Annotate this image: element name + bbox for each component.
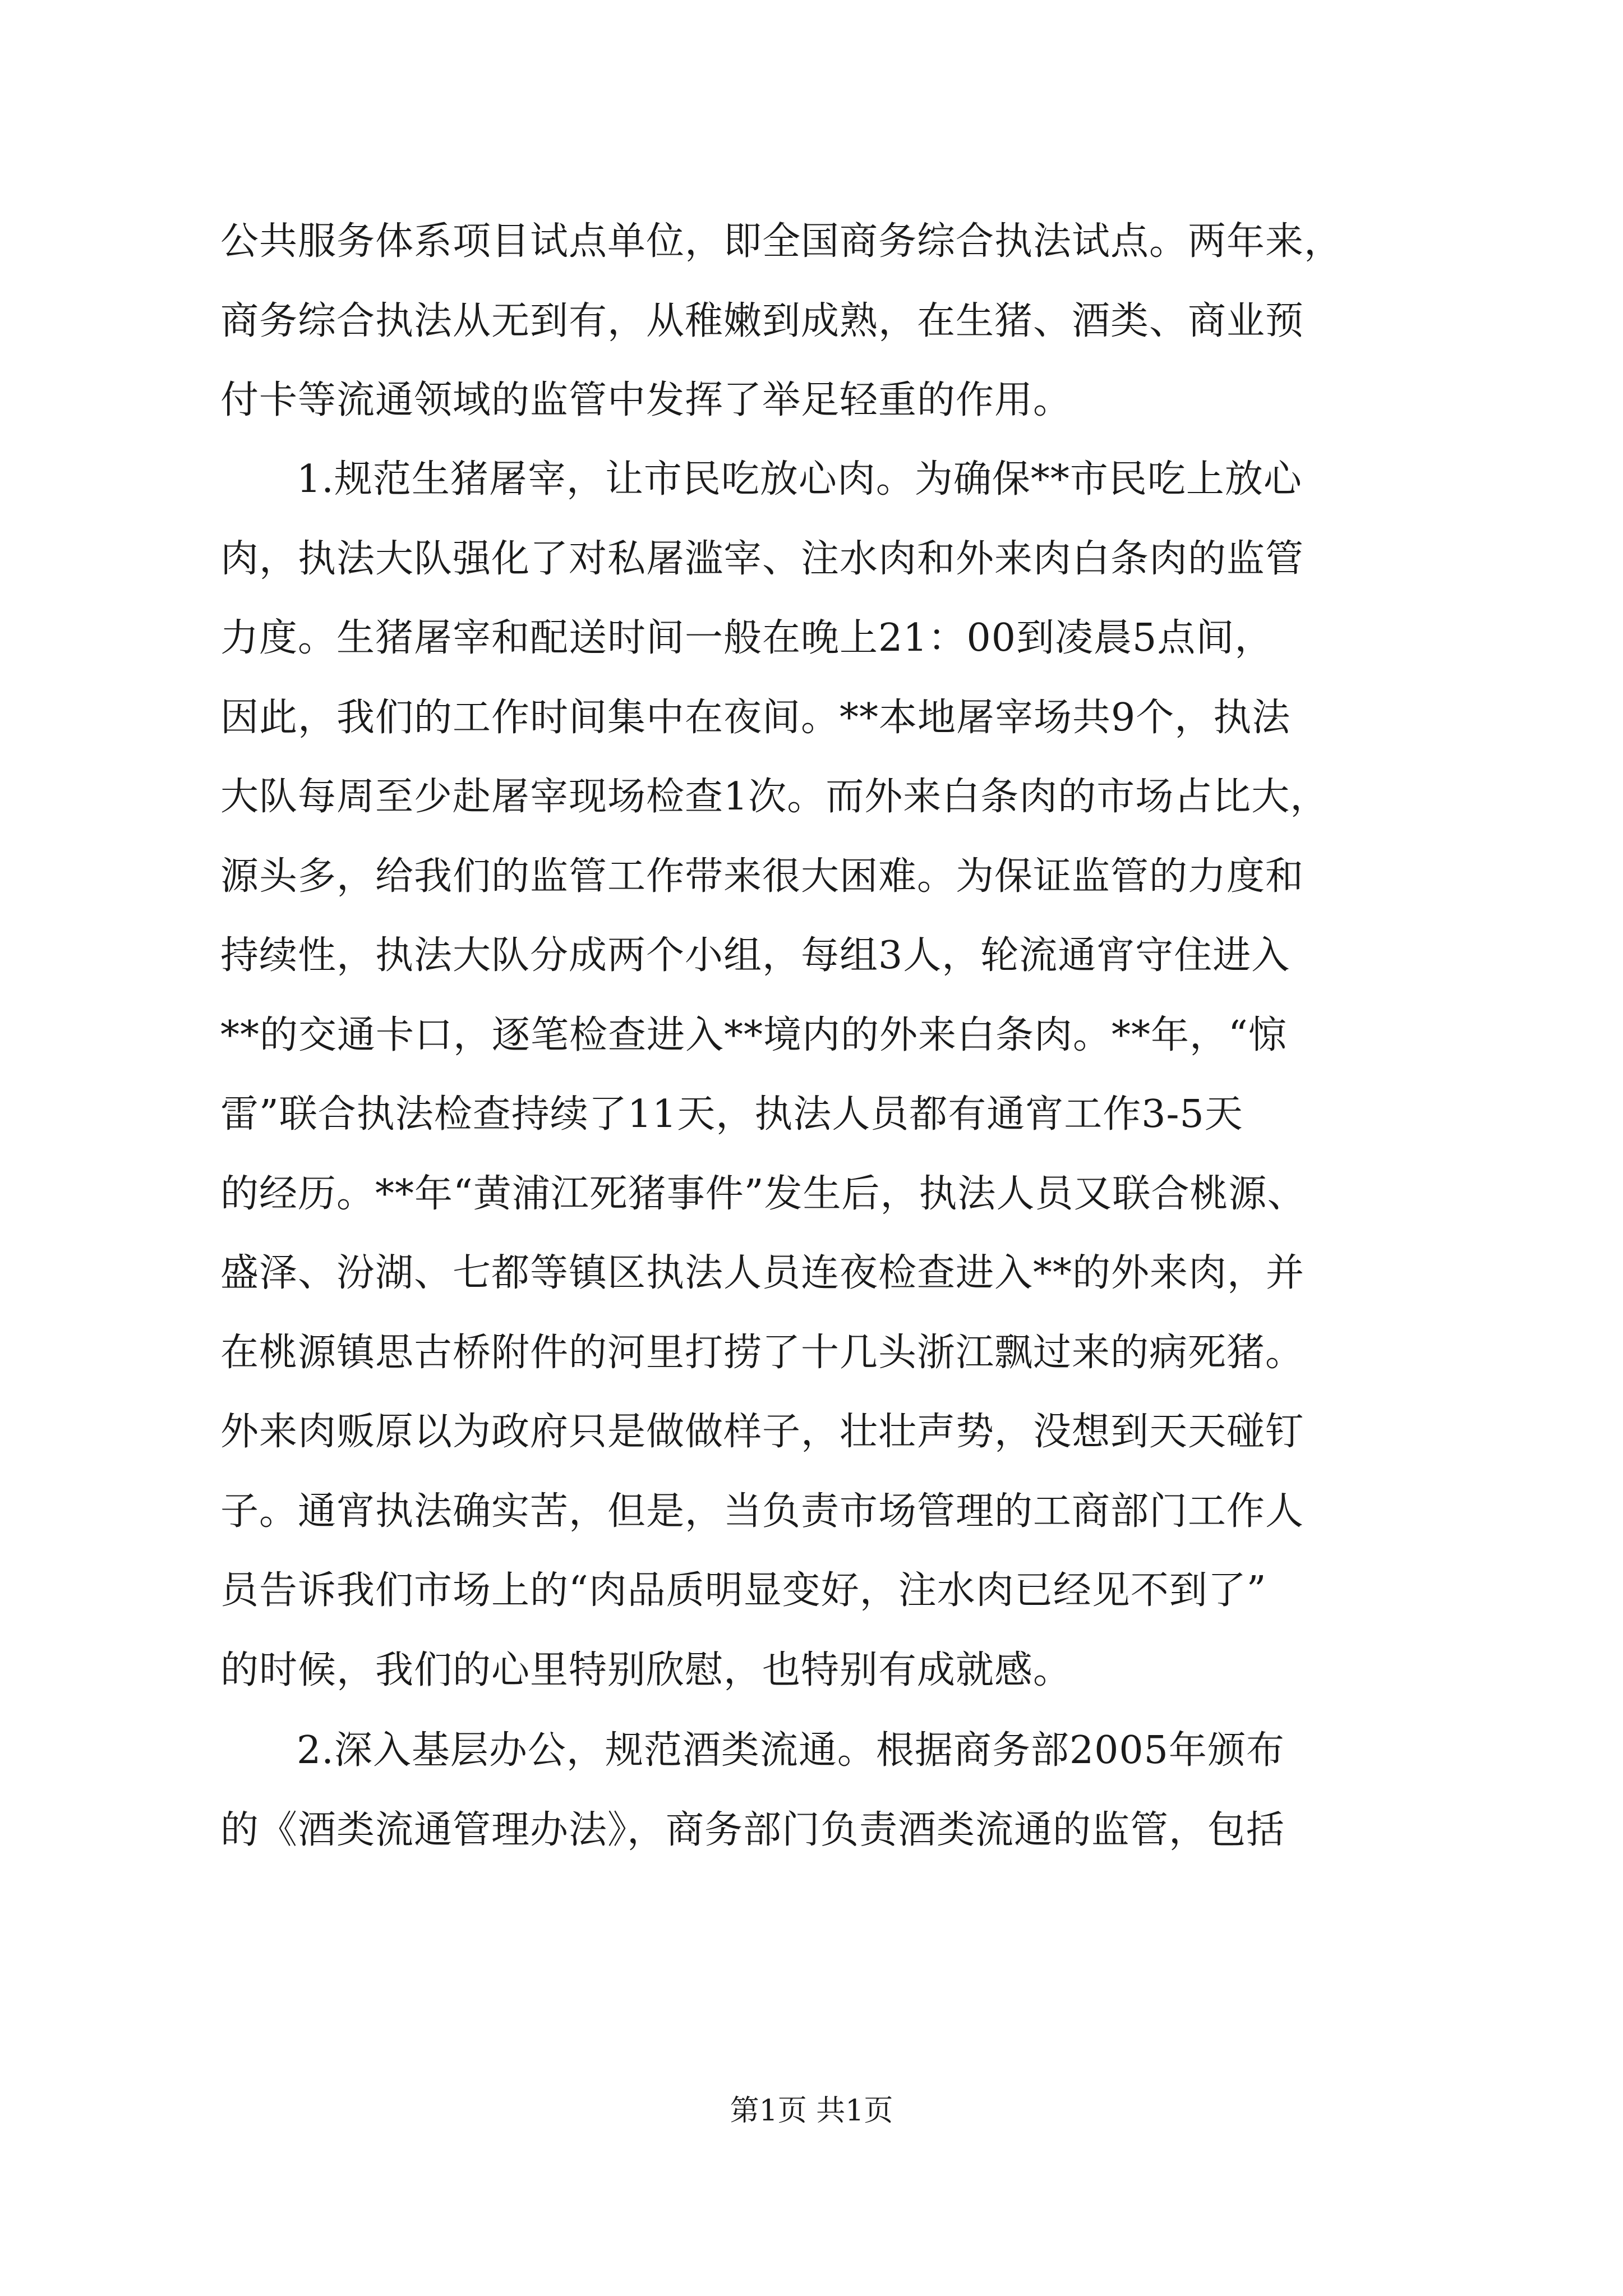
paragraph-1 — [220, 202, 1409, 440]
text-line: 公共服务体系项目试点单位，即全国商务综合执法试点。两年来， — [220, 219, 1343, 264]
text-line: **的交通卡口，逐笔检查进入**境内的外来白条肉。**年，“惊 — [220, 1013, 1287, 1057]
text-line: 的经历。**年“黄浦江死猪事件”发生后，执法人员又联合桃源、 — [220, 1171, 1306, 1216]
text-line: 雷”联合执法检查持续了11天，执法人员都有通宵工作3-5天 — [220, 1092, 1243, 1137]
text-line: 的《酒类流通管理办法》，商务部门负责酒类流通的监管，包括 — [220, 1807, 1285, 1852]
text-line: 子。通宵执法确实苦，但是，当负责市场管理的工商部门工作人 — [220, 1489, 1304, 1534]
text-line: 商务综合执法从无到有，从稚嫩到成熟，在生猪、酒类、商业预 — [220, 298, 1304, 343]
paragraph-2 — [220, 440, 1409, 1710]
text-line: 的时候，我们的心里特别欣慰，也特别有成就感。 — [220, 1648, 1072, 1692]
text-line: 盛泽、汾湖、七都等镇区执法人员连夜检查进入**的外来肉，并 — [220, 1251, 1305, 1295]
text-line: 大队每周至少赴屠宰现场检查1次。而外来白条肉的市场占比大， — [220, 775, 1329, 819]
text-line: 在桃源镇思古桥附件的河里打捞了十几头浙江飘过来的病死猪。 — [220, 1330, 1304, 1375]
page-footer: 第1页 共1页 — [730, 2094, 893, 2128]
text-line: 持续性，执法大队分成两个小组，每组3人，轮流通宵守住进入 — [220, 933, 1290, 978]
text-line: 源头多，给我们的监管工作带来很大困难。为保证监管的力度和 — [220, 854, 1304, 899]
text-line: 2.深入基层办公，规范酒类流通。根据商务部2005年颁布 — [297, 1728, 1285, 1773]
paragraph-3 — [220, 1711, 1409, 1870]
text-line: 1.规范生猪屠宰，让市民吃放心肉。为确保**市民吃上放心 — [297, 457, 1302, 501]
text-line: 力度。生猪屠宰和配送时间一般在晚上21：00到凌晨5点间， — [220, 616, 1274, 660]
text-line: 因此，我们的工作时间集中在夜间。**本地屠宰场共9个，执法 — [220, 695, 1291, 740]
text-line: 外来肉贩原以为政府只是做做样子，壮壮声势，没想到天天碰钉 — [220, 1410, 1304, 1454]
text-line: 员告诉我们市场上的“肉品质明显变好，注水肉已经见不到了” — [220, 1568, 1267, 1613]
text-line: 肉，执法大队强化了对私屠滥宰、注水肉和外来肉白条肉的监管 — [220, 536, 1304, 581]
text-line: 付卡等流通领域的监管中发挥了举足轻重的作用。 — [220, 378, 1072, 422]
